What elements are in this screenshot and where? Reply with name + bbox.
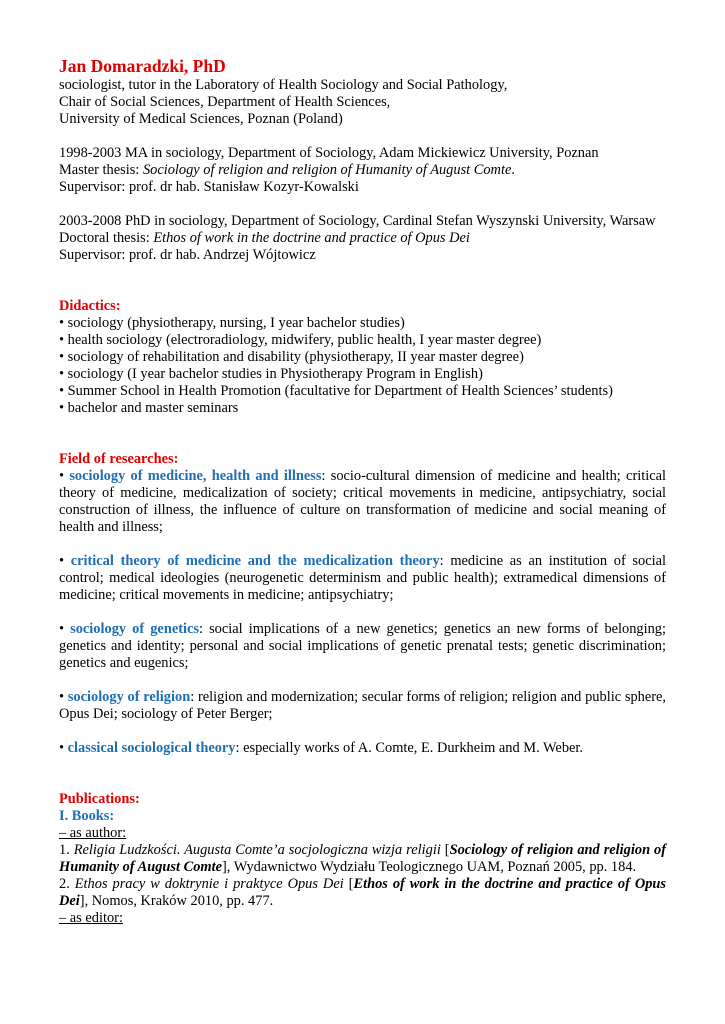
- affiliation-line-3: University of Medical Sciences, Poznan (Poland): [59, 111, 343, 127]
- book-translation: Sociology of religion and religion of Humanity of August Comte: [59, 842, 667, 875]
- research-item: • sociology of medicine, health and illness: socio-cultural dimension of medicine and health; critical theory of medicine, medicalization of society; critical movements in medicine, antipsychiatry, social construction of illness, the influence of culture on transformation of medicine and social meaning of health and illness;: [59, 468, 667, 535]
- phd-supervisor: Supervisor: prof. dr hab. Andrzej Wójtowicz: [59, 247, 316, 263]
- book-entry: 1. Religia Ludzkości. Augusta Comte’a socjologiczna wizja religii [Sociology of religion and religion of Humanity of August Comte], Wydawnictwo Wydziału Teologicznego UAM, Poznań 2005, pp. 184.: [59, 842, 667, 875]
- didactics-item: • bachelor and master seminars: [59, 400, 239, 416]
- research-item-title: sociology of genetics: [70, 621, 199, 637]
- phd-thesis: Doctoral thesis: Ethos of work in the doctrine and practice of Opus Dei: [59, 230, 470, 246]
- book-title: Religia Ludzkości. Augusta Comte’a socjologiczna wizja religii: [73, 842, 441, 858]
- research-item-title: critical theory of medicine and the medicalization theory: [70, 553, 440, 569]
- ma-supervisor: Supervisor: prof. dr hab. Stanisław Kozyr-Kowalski: [59, 179, 359, 195]
- research-item: • sociology of genetics: social implications of a new genetics; genetics an new forms of belonging; genetics and identity; personal and social implications of genetic prenatal tests; genetic discrimination; genetics and eugenics;: [59, 621, 666, 671]
- as-editor-label: – as editor:: [59, 910, 123, 926]
- research-item: • critical theory of medicine and the medicalization theory: medicine as an institution of social control; medical ideologies (neurogenetic determinism and public health); extramedical dimensions of medicine; critical movements in medicine; antipsychiatry;: [59, 553, 666, 603]
- ma-thesis: Master thesis: Sociology of religion and religion of Humanity of August Comte.: [59, 162, 515, 178]
- book-title: Ethos pracy w doktrynie i praktyce Opus Dei: [74, 876, 344, 892]
- ma-degree: 1998-2003 MA in sociology, Department of Sociology, Adam Mickiewicz University, Poznan: [59, 145, 599, 161]
- research-heading: Field of researches:: [59, 451, 179, 467]
- didactics-item: • health sociology (electroradiology, midwifery, public health, I year master degree): [59, 332, 542, 348]
- research-item-title: classical sociological theory: [67, 740, 236, 756]
- research-item: • sociology of religion: religion and modernization; secular forms of religion; religion and public sphere, Opus Dei; sociology of Peter Berger;: [59, 689, 667, 722]
- book-translation: Ethos of work in the doctrine and practice of Opus Dei: [59, 876, 667, 909]
- books-subheading: I. Books:: [59, 808, 115, 824]
- didactics-heading: Didactics:: [59, 298, 121, 314]
- book-entry: 2. Ethos pracy w doktrynie i praktyce Opus Dei [Ethos of work in the doctrine and practice of Opus Dei], Nomos, Kraków 2010, pp. 477.: [59, 876, 667, 909]
- didactics-item: • sociology of rehabilitation and disability (physiotherapy, II year master degree): [59, 349, 524, 365]
- phd-degree: 2003-2008 PhD in sociology, Department of Sociology, Cardinal Stefan Wyszynski University, Warsaw: [59, 213, 656, 229]
- didactics-item: • Summer School in Health Promotion (facultative for Department of Health Sciences’ students): [59, 383, 613, 399]
- publications-heading: Publications:: [59, 791, 140, 807]
- phd-thesis-title: Ethos of work in the doctrine and practice of Opus Dei: [153, 230, 470, 246]
- cv-document: [59, 56, 666, 927]
- affiliation-line-2: Chair of Social Sciences, Department of Health Sciences,: [59, 94, 391, 110]
- affiliation-line-1: sociologist, tutor in the Laboratory of Health Sociology and Social Pathology,: [59, 77, 508, 93]
- didactics-item: • sociology (physiotherapy, nursing, I year bachelor studies): [59, 315, 405, 331]
- didactics-item: • sociology (I year bachelor studies in Physiotherapy Program in English): [59, 366, 483, 382]
- research-item-title: sociology of medicine, health and illness: [69, 468, 322, 484]
- research-item-title: sociology of religion: [67, 689, 191, 705]
- author-name: Jan Domaradzki, PhD: [59, 56, 226, 76]
- research-item: • classical sociological theory: especially works of A. Comte, E. Durkheim and M. Weber.: [59, 740, 583, 756]
- ma-thesis-title: Sociology of religion and religion of Humanity of August Comte: [142, 162, 512, 178]
- as-author-label: – as author:: [59, 825, 127, 841]
